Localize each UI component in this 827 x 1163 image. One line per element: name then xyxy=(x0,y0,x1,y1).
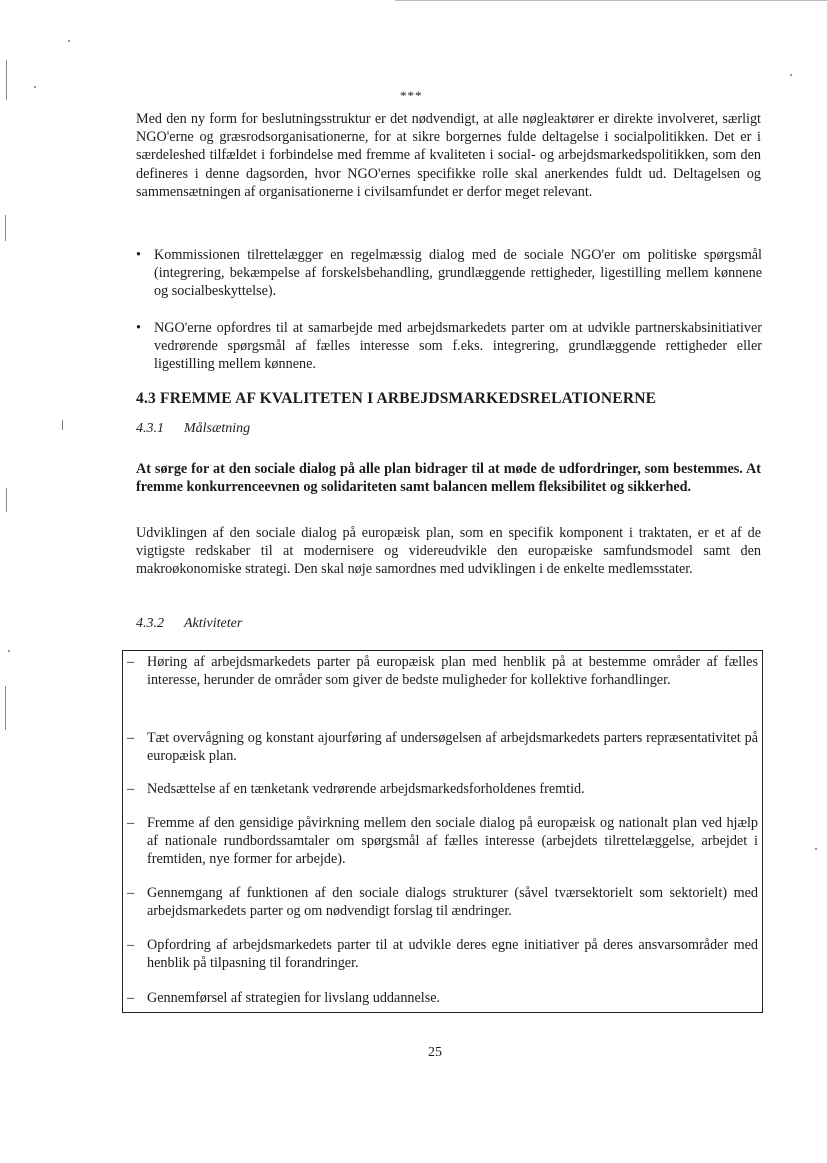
section-heading: 4.3 FREMME AF KVALITETEN I ARBEJDSMARKEDSRELATIONERNE xyxy=(136,390,657,407)
bullet-dot: • xyxy=(136,320,141,336)
scan-speck xyxy=(8,650,10,652)
scan-speck xyxy=(34,86,36,88)
activity-text: Fremme af den gensidige påvirkning mellem den sociale dialog på europæisk og nationalt plan ved hjælp af nationale rundbordssamtaler om spørgsmål af fælles interesse (arbejdets tilrettelæggelse, arbejdet i fremtiden, nye former for arbejde). xyxy=(147,815,758,868)
activity-dash: – xyxy=(127,730,135,746)
activity-text: Gennemgang af funktionen af den sociale dialogs strukturer (såvel tværsektorielt som sektorielt) med arbejdsmarkedets parter og om nødvendigt forslag til ændringer. xyxy=(147,885,758,920)
scan-speck xyxy=(68,40,70,42)
subsection-title: Aktiviteter xyxy=(184,616,243,631)
activity-text: Høring af arbejdsmarkedets parter på europæisk plan med henblik på at bestemme områder af fælles interesse, herunder de områder som giver de bedste muligheder for kollektive forhandlinger. xyxy=(147,654,758,689)
activity-dash: – xyxy=(127,781,135,797)
activity-dash: – xyxy=(127,885,135,901)
objective-statement: At sørge for at den sociale dialog på alle plan bidrager til at møde de udfordringer, som bestemmes. At fremme konkurrenceevnen og solidariteten samt balancen mellem fleksibilitet og sikkerhed. xyxy=(136,461,761,496)
subsection-number: 4.3.2 xyxy=(136,616,164,631)
activity-item xyxy=(127,780,758,798)
activity-item xyxy=(127,814,758,869)
activities-box xyxy=(122,650,763,1013)
ngo-bullet-list xyxy=(136,246,762,301)
subsection-title: Målsætning xyxy=(184,421,251,436)
bullet-text: Kommissionen tilrettelægger en regelmæssig dialog med de sociale NGO'er om politiske spørgsmål (integrering, bekæmpelse af forskelsbehandling, grundlæggende rettigheder, ligestilling mellem kønnene og socialbeskyttelse). xyxy=(154,247,762,300)
activity-item xyxy=(127,729,758,765)
activity-item xyxy=(127,653,758,689)
activity-item xyxy=(127,884,758,920)
ngo-bullet-list xyxy=(136,319,762,374)
activity-text: Tæt overvågning og konstant ajourføring af undersøgelsen af arbejdsmarkedets parters repræsentativitet på europæisk plan. xyxy=(147,730,758,765)
scan-margin-line xyxy=(5,686,6,730)
activity-text: Nedsættelse af en tænketank vedrørende arbejdsmarkedsforholdenes fremtid. xyxy=(147,781,585,797)
bullet-item xyxy=(136,246,762,301)
intro-paragraph: Med den ny form for beslutningsstruktur er det nødvendigt, at alle nøgleaktører er direkte involveret, særligt NGO'erne og græsrodsorganisationerne, for at sikre borgernes fulde deltagelse i socialpolitikken. Det er i særdeleshed tilfældet i forbindelse med fremme af kvaliteten i social- og arbejdsmarkedspolitikken, som den defineres i denne dagsorden, hvor NGO'ernes specifikke rolle skal anerkendes fuldt ud. Deltagelsen og sammensætningen af organisationerne i civilsamfundet er derfor meget relevant. xyxy=(136,111,761,200)
section-separator: *** xyxy=(400,88,423,103)
scan-speck xyxy=(790,74,792,76)
activity-text: Opfordring af arbejdsmarkedets parter til at udvikle deres egne initiativer på deres ansvarsområder med henblik på tilpasning til forandringer. xyxy=(147,937,758,972)
scan-speck xyxy=(815,848,817,850)
scan-margin-line xyxy=(5,215,6,241)
bullet-text: NGO'erne opfordres til at samarbejde med arbejdsmarkedets parter om at udvikle partnerskabsinitiativer vedrørende spørgsmål af fælles interesse som f.eks. integrering, grundlæggende rettigheder eller ligestilling mellem kønnene. xyxy=(154,320,762,373)
objective-paragraph: Udviklingen af den sociale dialog på europæisk plan, som en specifik komponent i traktaten, er et af de vigtigste redskaber til at modernisere og videreudvikle den europæiske samfundsmodel samt den makroøkonomiske strategi. Den skal nøje samordnes med udviklingen i de enkelte medlemsstater. xyxy=(136,525,761,578)
scan-top-line xyxy=(395,0,827,1)
subsection-heading-goal xyxy=(136,421,250,437)
subsection-number: 4.3.1 xyxy=(136,421,164,436)
subsection-heading-activities xyxy=(136,616,242,632)
scan-speck xyxy=(62,420,63,430)
activity-dash: – xyxy=(127,654,135,670)
scan-margin-line xyxy=(6,488,7,512)
scan-margin-line xyxy=(6,60,7,100)
page-number: 25 xyxy=(428,1045,442,1060)
activity-item xyxy=(127,936,758,972)
bullet-dot: • xyxy=(136,247,141,263)
activity-dash: – xyxy=(127,815,135,831)
bullet-item xyxy=(136,319,762,374)
activity-dash: – xyxy=(127,990,135,1006)
activity-text: Gennemførsel af strategien for livslang uddannelse. xyxy=(147,990,441,1006)
activity-item xyxy=(127,989,758,1007)
activity-dash: – xyxy=(127,937,135,953)
